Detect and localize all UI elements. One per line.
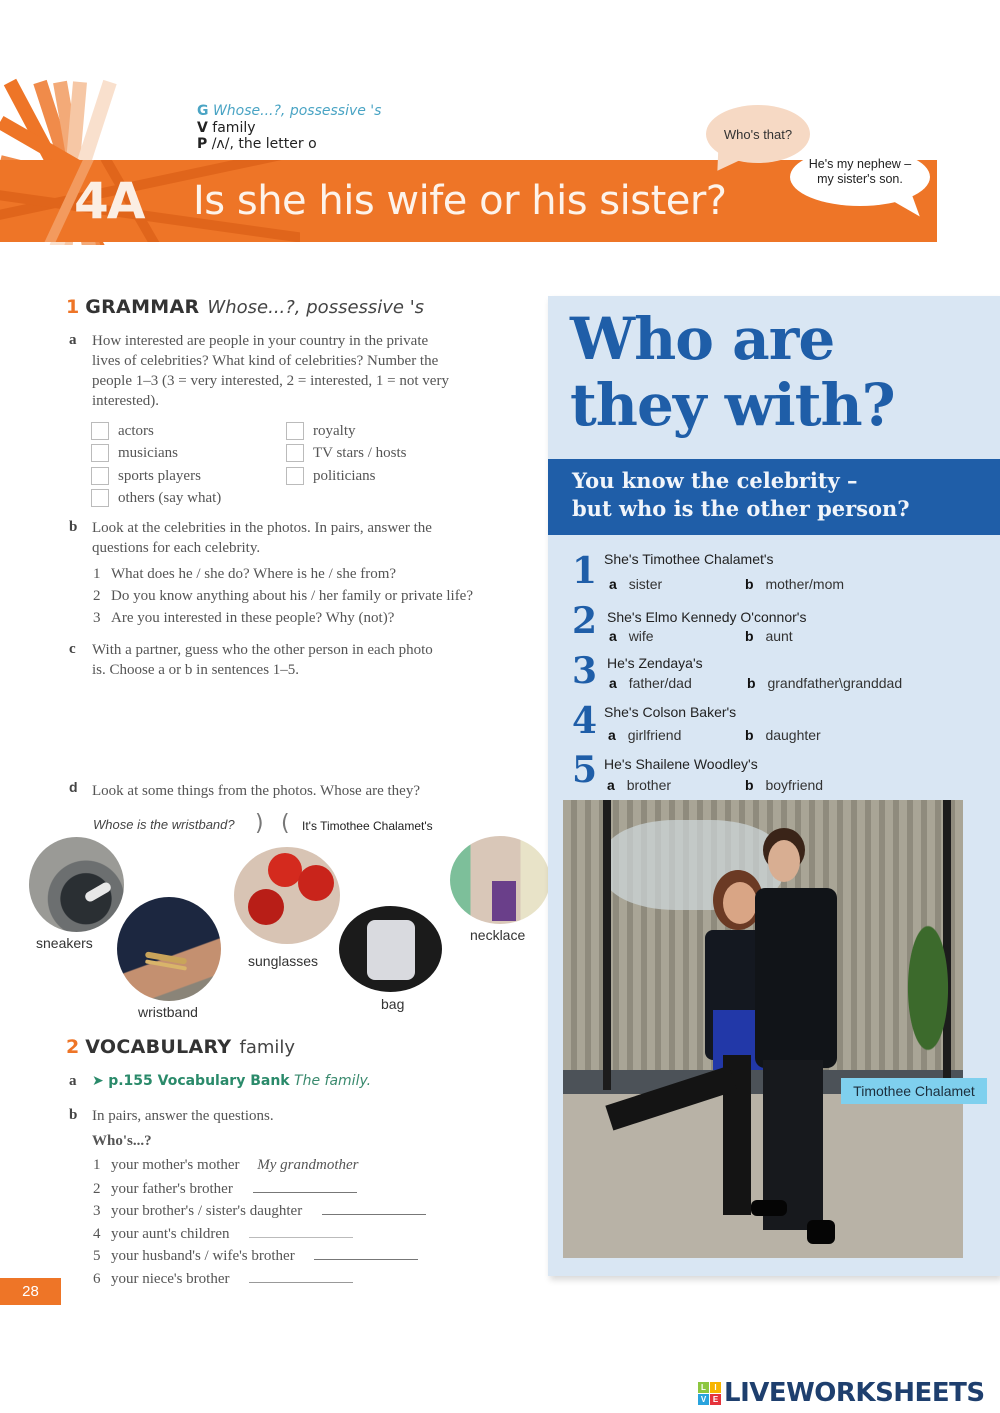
vocab-item xyxy=(93,1201,426,1220)
item-text: your aunt's children xyxy=(111,1226,230,1242)
item-text: your father's brother xyxy=(111,1181,233,1197)
option-label: others (say what) xyxy=(118,489,222,506)
question-number: 2 xyxy=(93,588,101,604)
grammar-letter: G xyxy=(197,103,209,119)
option-letter: b xyxy=(745,576,754,592)
logo-text: LIVEWORKSHEETS xyxy=(724,1378,985,1408)
option-text: aunt xyxy=(765,628,793,644)
option-letter: a xyxy=(609,675,617,691)
vocab-focus: family xyxy=(212,119,256,136)
option-letter: a xyxy=(609,628,617,644)
quiz-option-a[interactable] xyxy=(608,727,681,743)
text-line: interested). xyxy=(92,393,160,409)
rating-item-musicians[interactable] xyxy=(91,443,178,463)
number-box[interactable] xyxy=(286,422,304,440)
sneakers-photo xyxy=(29,837,124,932)
sunglasses-photo xyxy=(234,847,340,944)
link-text: p.155 Vocabulary Bank xyxy=(108,1073,290,1089)
item-letter: a xyxy=(69,332,77,348)
option-letter: a xyxy=(608,727,616,743)
item-letter: a xyxy=(69,1073,77,1089)
logo-tile: L xyxy=(698,1382,709,1393)
quiz-option-a[interactable] xyxy=(609,576,662,592)
arrow-right-icon: ➤ xyxy=(92,1073,104,1089)
panel-title xyxy=(570,306,895,438)
item-number: 2 xyxy=(93,1181,101,1197)
option-text: sister xyxy=(628,576,663,592)
number-box[interactable] xyxy=(91,444,109,462)
item-number: 1 xyxy=(93,1157,101,1173)
option-label: musicians xyxy=(118,444,178,461)
option-text: grandfather\granddad xyxy=(767,675,903,691)
section-title: VOCABULARY xyxy=(85,1036,232,1058)
answer-blank[interactable] xyxy=(314,1246,418,1260)
liveworksheets-logo[interactable] xyxy=(698,1378,985,1408)
wristband-photo xyxy=(117,897,221,1001)
answer-example: My grandmother xyxy=(257,1157,359,1173)
quiz-option-b[interactable] xyxy=(745,777,823,793)
vocabulary-bank-link[interactable] xyxy=(92,1072,371,1090)
instruction-b xyxy=(92,518,432,558)
question-item xyxy=(93,566,396,583)
number-box[interactable] xyxy=(286,467,304,485)
question-number: 3 xyxy=(93,610,101,626)
section-title: GRAMMAR xyxy=(85,296,200,318)
item-text: your husband's / wife's brother xyxy=(111,1248,295,1264)
bag-photo xyxy=(339,906,442,992)
vocab-item xyxy=(93,1157,359,1174)
section-heading-grammar xyxy=(66,296,424,318)
example-answer: It's Timothee Chalamet's xyxy=(302,819,433,833)
item-number: 3 xyxy=(93,1203,101,1219)
logo-tile: E xyxy=(710,1394,721,1405)
vocab-item xyxy=(93,1224,353,1243)
rating-item-politicians[interactable] xyxy=(286,466,376,486)
quiz-stem: She's Colson Baker's xyxy=(604,704,737,720)
quiz-number: 5 xyxy=(572,749,598,791)
instruction-vocab-b: In pairs, answer the questions. xyxy=(92,1108,274,1124)
rating-item-royalty[interactable] xyxy=(286,421,356,441)
prompt-whos: Who's...? xyxy=(92,1133,152,1149)
number-box[interactable] xyxy=(91,422,109,440)
item-text: your brother's / sister's daughter xyxy=(111,1203,303,1219)
answer-blank[interactable] xyxy=(249,1224,353,1238)
subtitle-line: You know the celebrity – xyxy=(572,468,858,493)
thing-label-sunglasses: sunglasses xyxy=(248,953,319,969)
vocab-item xyxy=(93,1246,418,1265)
bubble-text: Who's that? xyxy=(723,126,793,142)
quiz-stem: He's Shailene Woodley's xyxy=(604,756,758,772)
necklace-photo xyxy=(450,836,550,924)
option-text: father/dad xyxy=(628,675,692,691)
option-text: girlfriend xyxy=(627,727,682,743)
option-text: brother xyxy=(626,777,672,793)
quiz-option-b[interactable] xyxy=(747,675,902,691)
quiz-stem: He's Zendaya's xyxy=(607,655,703,671)
subtitle-line: but who is the other person? xyxy=(572,496,910,521)
page-number: 28 xyxy=(0,1278,61,1305)
lesson-focus xyxy=(197,103,381,153)
section-number: 1 xyxy=(66,296,80,318)
option-label: actors xyxy=(118,422,154,439)
question-item xyxy=(93,588,473,605)
option-text: mother/mom xyxy=(765,576,845,592)
thing-label-necklace: necklace xyxy=(470,927,526,943)
text-line: How interested are people in your country in the private xyxy=(92,333,429,349)
quiz-option-a[interactable] xyxy=(609,628,654,644)
item-text: your mother's mother xyxy=(111,1157,240,1173)
quiz-stem: She's Timothee Chalamet's xyxy=(604,551,774,567)
instruction-c xyxy=(92,640,433,680)
logo-tile: V xyxy=(698,1394,709,1405)
option-label: royalty xyxy=(313,422,356,439)
speech-bracket-icon: ) xyxy=(255,811,264,836)
bubble-text: He's my nephew – xyxy=(808,157,912,171)
text-line: is. Choose a or b in sentences 1–5. xyxy=(92,662,300,678)
rating-item-sports-players[interactable] xyxy=(91,466,201,486)
item-text: your niece's brother xyxy=(111,1271,230,1287)
answer-blank[interactable] xyxy=(249,1269,353,1283)
quiz-option-b[interactable] xyxy=(745,628,793,644)
item-number: 4 xyxy=(93,1226,101,1242)
question-number: 1 xyxy=(93,566,101,582)
section-number: 2 xyxy=(66,1036,80,1058)
vocab-letter: V xyxy=(197,119,208,136)
quiz-option-b[interactable] xyxy=(745,727,821,743)
celebrity-photo xyxy=(563,800,963,1258)
quiz-option-a[interactable] xyxy=(607,777,671,793)
title-line: they with? xyxy=(570,371,895,439)
item-letter: b xyxy=(69,1107,78,1123)
option-label: TV stars / hosts xyxy=(313,444,407,461)
text-line: Look at the celebrities in the photos. In pairs, answer the xyxy=(92,520,432,536)
option-letter: b xyxy=(747,675,756,691)
speech-bracket-icon: ( xyxy=(281,811,290,836)
thing-label-wristband: wristband xyxy=(138,1004,198,1020)
instruction-a xyxy=(92,331,449,411)
quiz-option-a[interactable] xyxy=(609,675,692,691)
item-letter: b xyxy=(69,519,78,535)
logo-tile: I xyxy=(710,1382,721,1393)
option-letter: a xyxy=(607,777,615,793)
question-item xyxy=(93,610,394,627)
option-label: politicians xyxy=(313,467,376,484)
text-line: lives of celebrities? What kind of celebrities? Number the xyxy=(92,353,439,369)
item-number: 6 xyxy=(93,1271,101,1287)
quiz-option-b[interactable] xyxy=(745,576,844,592)
section-heading-vocabulary xyxy=(66,1036,295,1058)
thing-label-sneakers: sneakers xyxy=(36,935,93,951)
option-label: sports players xyxy=(118,467,201,484)
question-text: Are you interested in these people? Why (not)? xyxy=(111,610,395,626)
quiz-number: 2 xyxy=(572,600,598,642)
option-letter: b xyxy=(745,727,754,743)
title-line: Who are xyxy=(570,305,835,373)
answer-blank[interactable] xyxy=(253,1179,357,1193)
lesson-title: Is she his wife or his sister? xyxy=(193,178,727,224)
quiz-number: 1 xyxy=(572,550,598,592)
text-line: questions for each celebrity. xyxy=(92,540,261,556)
pron-letter: P xyxy=(197,136,208,152)
rating-item-actors[interactable] xyxy=(91,421,154,441)
option-letter: a xyxy=(609,576,617,592)
item-letter: d xyxy=(69,779,78,795)
quiz-stem: She's Elmo Kennedy O'connor's xyxy=(607,609,807,625)
link-italic-text: The family. xyxy=(294,1073,372,1089)
number-box[interactable] xyxy=(91,467,109,485)
number-box[interactable] xyxy=(286,444,304,462)
item-letter: c xyxy=(69,641,76,657)
example-question: Whose is the wristband? xyxy=(93,817,235,832)
vocab-item xyxy=(93,1269,353,1288)
quiz-number: 4 xyxy=(572,700,598,742)
text-line: With a partner, guess who the other person in each photo xyxy=(92,642,433,658)
option-text: wife xyxy=(628,628,654,644)
number-box[interactable] xyxy=(91,489,109,507)
text-line: people 1–3 (3 = very interested, 2 = interested, 1 = not very xyxy=(92,373,449,389)
item-number: 5 xyxy=(93,1248,101,1264)
grammar-focus: Whose...?, possessive 's xyxy=(212,103,382,119)
lesson-number: 4A xyxy=(74,172,144,230)
pron-focus: /ʌ/, the letter o xyxy=(211,136,317,152)
logo-tiles-icon xyxy=(698,1382,721,1405)
option-letter: b xyxy=(745,777,754,793)
quiz-number: 3 xyxy=(572,650,598,692)
option-text: daughter xyxy=(765,727,821,743)
option-text: boyfriend xyxy=(765,777,824,793)
section-subtitle: Whose...?, possessive 's xyxy=(207,297,425,318)
instruction-d: Look at some things from the photos. Whose are they? xyxy=(92,783,420,799)
option-letter: b xyxy=(745,628,754,644)
section-subtitle: family xyxy=(239,1037,296,1058)
question-text: Do you know anything about his / her family or private life? xyxy=(111,588,473,604)
bubble-text: my sister's son. xyxy=(817,172,903,186)
question-text: What does he / she do? Where is he / she from? xyxy=(111,566,397,582)
thing-label-bag: bag xyxy=(381,996,405,1012)
vocab-item xyxy=(93,1179,357,1198)
speech-bubble-question xyxy=(706,105,810,163)
rating-item-tv-stars[interactable] xyxy=(286,443,406,463)
photo-caption: Timothee Chalamet xyxy=(841,1078,987,1104)
panel-subtitle xyxy=(548,459,1000,535)
rating-item-others[interactable] xyxy=(91,488,221,508)
speech-bubble-answer xyxy=(790,148,930,206)
answer-blank[interactable] xyxy=(322,1201,426,1215)
